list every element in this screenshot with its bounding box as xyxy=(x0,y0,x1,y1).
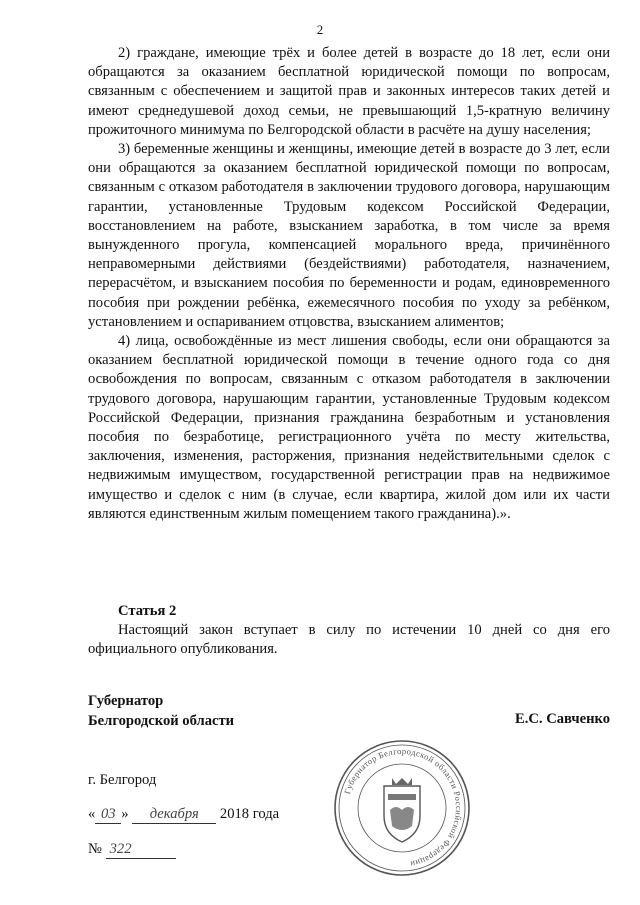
signatory-name: Е.С. Савченко xyxy=(514,711,610,727)
article-title: Статья 2 xyxy=(118,603,177,619)
number-value: 322 xyxy=(106,841,176,859)
signing-date xyxy=(88,806,279,824)
official-seal-icon xyxy=(332,738,472,878)
article-2 xyxy=(88,602,610,660)
date-month: декабря xyxy=(132,806,216,824)
date-day: 03 xyxy=(95,806,121,824)
number-label: № xyxy=(88,841,102,857)
paragraph-item-3: 3) беременные женщины и женщины, имеющие детей в возрасте до 3 лет, если они обращаются за оказанием бесплатной юридической помощи по вопросам, связанным с отказом работодателя в заключении трудового договора, нарушающим гарантии, установленные Трудовым кодексом Российской Федерации, восстановлением на работе, взысканием заработка, в том числе за время вынужденного прогула, компенсацией морального вреда, причинённого неправомерными действиями (бездействиями) работодателя, назначением, перерасчётом, и взысканием пособия по беременности и родам, единовременного пособия при рождении ребёнка, ежемесячного пособия по уходу за ребёнком, установлением и оспариванием отцовства, взысканием алиментов; xyxy=(88,141,610,330)
signatory-title-line1: Губернатор xyxy=(88,693,164,709)
date-year: 2018 года xyxy=(219,806,280,822)
coat-of-arms-icon xyxy=(384,778,420,842)
seal-text: Губернатор Белгородской области Российской Федерации xyxy=(341,745,465,870)
law-text xyxy=(88,44,610,524)
signatory-title-line2: Белгородской области xyxy=(88,712,235,729)
date-open-quote: « xyxy=(88,806,96,822)
paragraph-item-2: 2) граждане, имеющие трёх и более детей в возрасте до 18 лет, если они обращаются за оказанием бесплатной юридической помощи по вопросам, связанным с обеспечением и защитой прав и законных интересов таких детей и имеют среднедушевой доход семьи, не превышающий 1,5-кратную величину прожиточного минимума по Белгородской области в расчёте на душу населения; xyxy=(88,45,610,138)
page-number: 2 xyxy=(316,22,324,37)
law-number xyxy=(88,841,176,859)
date-close-quote: » xyxy=(121,806,129,822)
article-text: Настоящий закон вступает в силу по истечении 10 дней со дня его официального опубликования. xyxy=(88,622,610,658)
paragraph-item-4: 4) лица, освобождённые из мест лишения свободы, если они обращаются за оказанием бесплатной юридической помощи в течение одного года со дня освобождения по вопросам, связанным с отказом работодателя в заключении трудового договора, нарушающим гарантии, установленные Трудовым кодексом Российской Федерации, признания гражданина безработным и установления пособия по безработице, регистрационного учёта по месту жительства, заключения, изменения, расторжения, признания недействительными сделок с недвижимым имуществом, государственной регистрации прав на недвижимое имущество и сделок с ним (в случае, если квартира, жилой дом или их части являются единственным жилым помещением такого гражданина).». xyxy=(88,333,610,522)
place-of-signing: г. Белгород xyxy=(88,772,157,788)
signatory-title xyxy=(88,692,234,731)
